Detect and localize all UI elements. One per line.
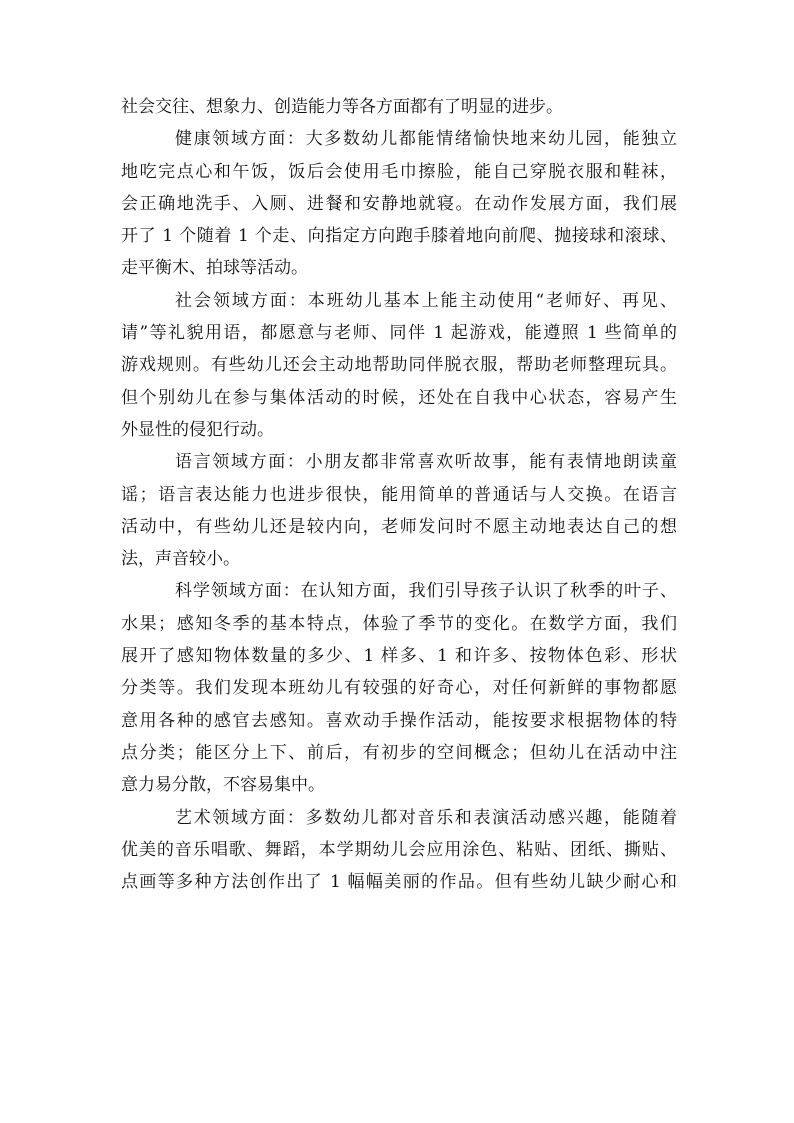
text-line: 点分类；能区分上下、前后，有初步的空间概念；但幼儿在活动中注 [121, 742, 677, 763]
text-line: 法，声音较小。 [121, 549, 240, 570]
paragraph-start-language: 语言领域方面：小朋友都非常喜欢听故事，能有表情地朗读童 [175, 452, 677, 473]
document-body [121, 91, 677, 898]
text-line: 优美的音乐唱歌、舞蹈，本学期幼儿会应用涂色、粘贴、团纸、撕贴、 [121, 839, 677, 860]
text-line: 请”等礼貌用语，都愿意与老师、同伴 1 起游戏，能遵照 1 些简单的 [121, 323, 677, 344]
text-line: 会正确地洗手、入厕、进餐和安静地就寝。在动作发展方面，我们展 [121, 193, 677, 214]
paragraph-start-art: 艺术领域方面：多数幼儿都对音乐和表演活动感兴趣，能随着 [175, 807, 677, 828]
text-line: 但个别幼儿在参与集体活动的时候，还处在自我中心状态，容易产生 [121, 387, 677, 408]
paragraph-start-social: 社会领域方面：本班幼儿基本上能主动使用“老师好、再见、 [175, 290, 677, 311]
text-line: 意力易分散，不容易集中。 [121, 775, 325, 796]
text-line: 开了 1 个随着 1 个走、向指定方向跑手膝着地向前爬、抛接球和滚球、 [121, 226, 677, 247]
text-line: 分类等。我们发现本班幼儿有较强的好奇心，对任何新鲜的事物都愿 [121, 678, 677, 699]
text-line: 地吃完点心和午饭，饭后会使用毛巾擦脸，能自己穿脱衣服和鞋袜， [121, 161, 677, 182]
text-line: 走平衡木、拍球等活动。 [121, 258, 308, 279]
text-line: 意用各种的感官去感知。喜欢动手操作活动，能按要求根据物体的特 [121, 710, 677, 731]
paragraph-start-health: 健康领域方面：大多数幼儿都能情绪愉快地来幼儿园，能独立 [175, 129, 677, 150]
text-line: 外显性的侵犯行动。 [121, 419, 274, 440]
text-line: 谣；语言表达能力也进步很快，能用简单的普通话与人交换。在语言 [121, 484, 677, 505]
paragraph-start-science: 科学领域方面：在认知方面，我们引导孩子认识了秋季的叶子、 [175, 581, 677, 602]
text-line: 活动中，有些幼儿还是较内向，老师发问时不愿主动地表达自己的想 [121, 516, 677, 537]
text-line: 水果；感知冬季的基本特点，体验了季节的变化。在数学方面，我们 [121, 613, 677, 634]
text-line: 点画等多种方法创作出了 1 幅幅美丽的作品。但有些幼儿缺少耐心和 [121, 872, 677, 893]
text-line: 游戏规则。有些幼儿还会主动地帮助同伴脱衣服，帮助老师整理玩具。 [121, 355, 677, 376]
text-line: 展开了感知物体数量的多少、1 样多、1 和许多、按物体色彩、形状 [121, 646, 677, 667]
text-line: 社会交往、想象力、创造能力等各方面都有了明显的进步。 [121, 97, 563, 117]
